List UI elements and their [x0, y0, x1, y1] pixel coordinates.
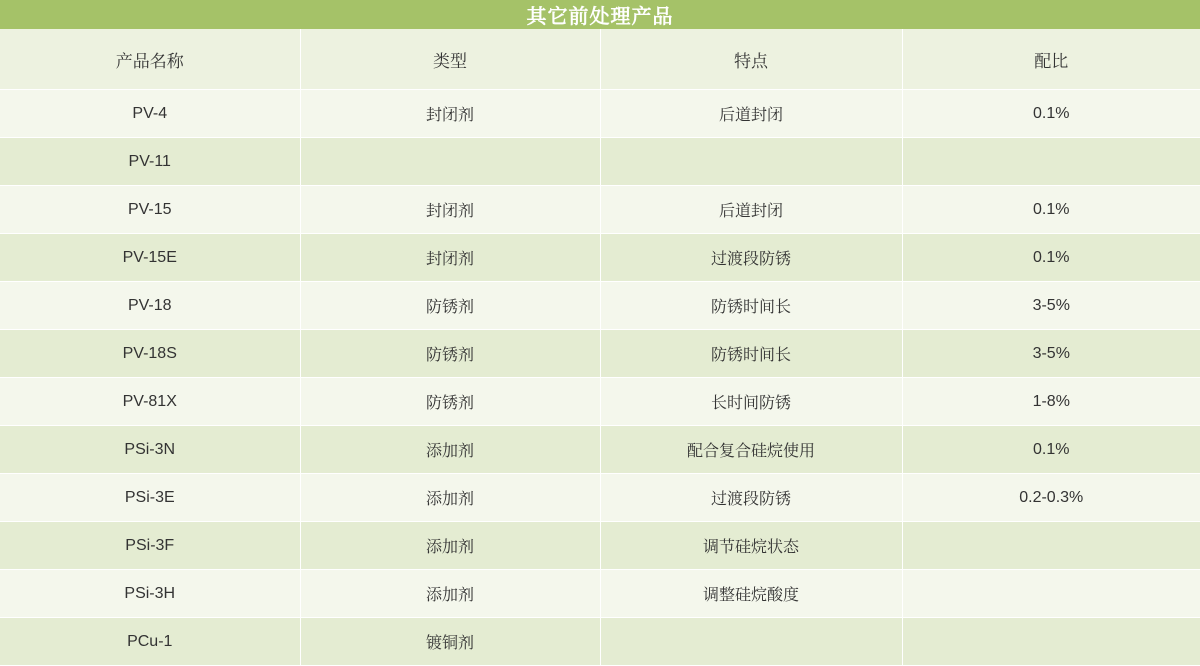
cell-type: 封闭剂 [300, 234, 600, 282]
cell-feature: 后道封闭 [600, 90, 902, 138]
cell-product-name: PSi-3E [0, 474, 300, 522]
cell-ratio: 3-5% [902, 282, 1200, 330]
cell-feature: 长时间防锈 [600, 378, 902, 426]
cell-feature: 过渡段防锈 [600, 474, 902, 522]
cell-feature: 调整硅烷酸度 [600, 570, 902, 618]
table-row [0, 90, 1200, 138]
table-header-row [0, 29, 1200, 90]
cell-product-name: PCu-1 [0, 618, 300, 666]
cell-feature: 过渡段防锈 [600, 234, 902, 282]
cell-ratio [902, 570, 1200, 618]
cell-product-name: PV-15E [0, 234, 300, 282]
cell-type: 添加剂 [300, 474, 600, 522]
column-header-feature: 特点 [600, 29, 902, 90]
cell-feature [600, 138, 902, 186]
table-row [0, 426, 1200, 474]
cell-ratio: 3-5% [902, 330, 1200, 378]
cell-type: 添加剂 [300, 426, 600, 474]
cell-product-name: PSi-3H [0, 570, 300, 618]
cell-feature: 防锈时间长 [600, 282, 902, 330]
cell-type: 防锈剂 [300, 282, 600, 330]
cell-product-name: PV-4 [0, 90, 300, 138]
cell-ratio [902, 618, 1200, 666]
cell-ratio: 0.2-0.3% [902, 474, 1200, 522]
table-row [0, 234, 1200, 282]
table-row [0, 330, 1200, 378]
table-row [0, 618, 1200, 666]
cell-feature: 防锈时间长 [600, 330, 902, 378]
page-title: 其它前处理产品 [526, 6, 674, 28]
cell-feature: 调节硅烷状态 [600, 522, 902, 570]
table-header [0, 29, 1200, 90]
products-table [0, 29, 1200, 666]
cell-type: 防锈剂 [300, 378, 600, 426]
cell-ratio: 0.1% [902, 426, 1200, 474]
table-row [0, 570, 1200, 618]
cell-type: 添加剂 [300, 570, 600, 618]
cell-ratio: 0.1% [902, 90, 1200, 138]
column-header-ratio: 配比 [902, 29, 1200, 90]
table-row [0, 282, 1200, 330]
column-header-product-name: 产品名称 [0, 29, 300, 90]
cell-ratio: 0.1% [902, 186, 1200, 234]
cell-product-name: PV-11 [0, 138, 300, 186]
cell-feature: 配合复合硅烷使用 [600, 426, 902, 474]
cell-type: 防锈剂 [300, 330, 600, 378]
cell-feature: 后道封闭 [600, 186, 902, 234]
cell-type [300, 138, 600, 186]
cell-product-name: PV-18 [0, 282, 300, 330]
table-row [0, 378, 1200, 426]
cell-product-name: PV-15 [0, 186, 300, 234]
cell-product-name: PSi-3N [0, 426, 300, 474]
cell-ratio: 0.1% [902, 234, 1200, 282]
table-row [0, 138, 1200, 186]
cell-ratio [902, 138, 1200, 186]
cell-product-name: PV-18S [0, 330, 300, 378]
cell-ratio: 1-8% [902, 378, 1200, 426]
cell-type: 封闭剂 [300, 186, 600, 234]
column-header-type: 类型 [300, 29, 600, 90]
cell-product-name: PV-81X [0, 378, 300, 426]
page-title-bar [0, 0, 1200, 29]
table-row [0, 474, 1200, 522]
table-row [0, 186, 1200, 234]
cell-product-name: PSi-3F [0, 522, 300, 570]
cell-type: 镀铜剂 [300, 618, 600, 666]
cell-type: 封闭剂 [300, 90, 600, 138]
table-body [0, 90, 1200, 666]
cell-ratio [902, 522, 1200, 570]
table-row [0, 522, 1200, 570]
cell-type: 添加剂 [300, 522, 600, 570]
cell-feature [600, 618, 902, 666]
